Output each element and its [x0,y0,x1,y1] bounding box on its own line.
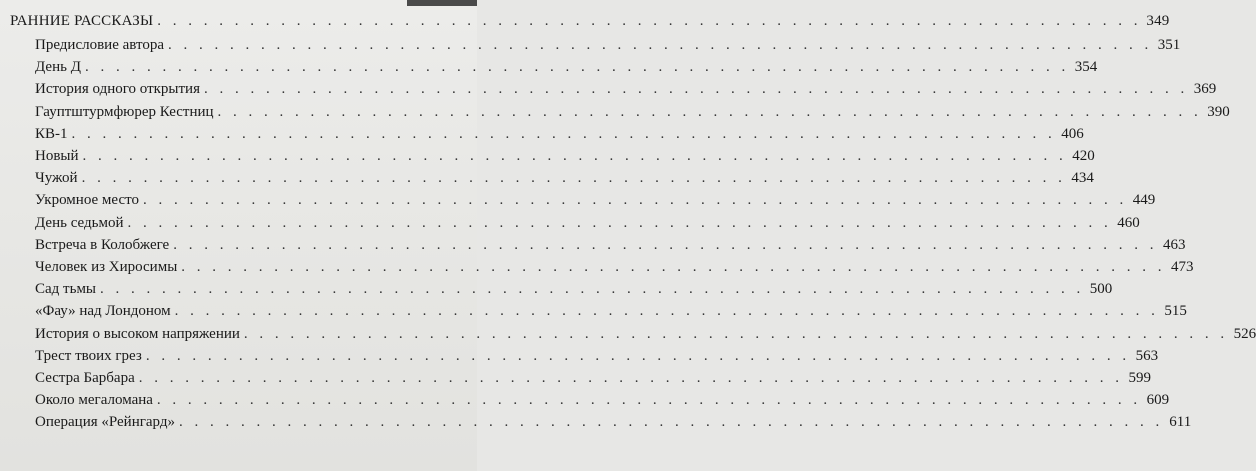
toc-entry-title: Предисловие автора [35,37,164,53]
toc-entry-page: 563 [1135,347,1159,364]
toc-entry-title: Новый [35,148,79,164]
toc-entry-page: 515 [1164,303,1187,320]
toc-entry-page: 609 [1146,392,1170,409]
toc-entry [35,254,1194,276]
toc-leader: . . . . . . . . . . . . . . . . . . . . . . . . . . . . . . . . . . . . . . . . . . . . . . . . . . . . . . . . . . . . . . . . [156,392,1142,409]
toc-leader: . . . . . . . . . . . . . . . . . . . . . . . . . . . . . . . . . . . . . . . . . . . . . . . . . . . . . . . . . . . . . . . . [127,214,1112,231]
toc-entry-title: История одного открытия [35,81,200,98]
toc-leader: . . . . . . . . . . . . . . . . . . . . . . . . . . . . . . . . . . . . . . . . . . . . . . . . . . . . . . . . . . . . . . . . [100,281,1085,298]
toc-entry [35,343,1159,365]
toc-entry-title: День седьмой [35,214,124,231]
toc-entry-page: 463 [1162,236,1186,253]
toc-entry-page: 390 [1207,103,1230,120]
toc-entry [35,165,1094,187]
toc-entry-title: «Фау» над Лондоном [35,303,171,320]
toc-entry-page: 500 [1089,281,1113,298]
toc-entry-page: 434 [1071,170,1094,187]
toc-entry-title: Человек из Хиросимы [35,259,178,275]
toc-entry-page: 406 [1061,125,1084,142]
toc-leader: . . . . . . . . . . . . . . . . . . . . . . . . . . . . . . . . . . . . . . . . . . . . . . . . . . . . . . . . . . . . . . . . [168,37,1153,53]
toc-entry-title: Около мегаломана [35,392,153,409]
toc-leader: . . . . . . . . . . . . . . . . . . . . . . . . . . . . . . . . . . . . . . . . . . . . . . . . . . . . . . . . . . . . . . . . [181,259,1166,275]
toc-leader: . . . . . . . . . . . . . . . . . . . . . . . . . . . . . . . . . . . . . . . . . . . . . . . . . . . . . . . . . . . . . . . . [142,192,1128,209]
toc-entry-page: 473 [1171,259,1194,275]
toc-entry-title: Трест твоих грез [35,347,142,364]
toc-leader: . . . . . . . . . . . . . . . . . . . . . . . . . . . . . . . . . . . . . . . . . . . . . . . . . . . . . . . . . . . . . . . . [138,370,1123,386]
toc-entry-page: 351 [1157,37,1181,53]
toc-entry-page: 460 [1117,214,1140,231]
toc-entry [35,187,1156,209]
toc-entry [35,365,1151,387]
toc-entry-page: 449 [1132,192,1156,209]
toc-leader: . . . . . . . . . . . . . . . . . . . . . . . . . . . . . . . . . . . . . . . . . . . . . . . . . . . . . . . . . . . . . . . . [174,303,1159,320]
toc-entry [35,76,1217,98]
toc-entry [35,409,1192,431]
toc-entry-title: История о высоком напряжении [35,325,240,342]
toc-entry-title: Операция «Рейнгард» [35,414,175,431]
toc-leader: . . . . . . . . . . . . . . . . . . . . . . . . . . . . . . . . . . . . . . . . . . . . . . . . . . . . . . . . . . . . . . . . [243,325,1229,342]
toc-entry-title: Сад тьмы [35,281,97,298]
toc-entry-title: День Д [35,59,81,76]
toc-entry [35,143,1095,165]
toc-leader: . . . . . . . . . . . . . . . . . . . . . . . . . . . . . . . . . . . . . . . . . . . . . . . . . . . . . . . . . . . . . . . . [82,148,1067,164]
toc-entry-title: Встреча в Колобжеге [35,236,170,253]
toc-leader: . . . . . . . . . . . . . . . . . . . . . . . . . . . . . . . . . . . . . . . . . . . . . . . . . . . . . . . . . . . . . . . . [71,125,1056,142]
page-corner-mark [407,0,477,6]
toc-leader: . . . . . . . . . . . . . . . . . . . . . . . . . . . . . . . . . . . . . . . . . . . . . . . . . . . . . . . . . . . . . . . . [145,347,1131,364]
toc-entry [35,276,1113,298]
toc-leader: . . . . . . . . . . . . . . . . . . . . . . . . . . . . . . . . . . . . . . . . . . . . . . . . . . . . . . . . . . . . . . . . [217,103,1202,120]
toc-entry-page: 599 [1128,370,1151,386]
toc-entry-title: КВ-1 [35,125,68,142]
toc-leader: . . . . . . . . . . . . . . . . . . . . . . . . . . . . . . . . . . . . . . . . . . . . . . . . . . . . . . . . . . . . . . . . [84,59,1070,76]
toc-entry-page: 369 [1193,81,1217,98]
toc-entry [35,32,1181,54]
toc-section-heading [10,8,1170,30]
toc-entry-page: 526 [1233,325,1256,342]
toc-entry [35,298,1187,320]
toc-entry-title: Укромное место [35,192,139,209]
toc-entry [35,54,1098,76]
toc-entry-page: 611 [1169,414,1192,431]
toc-leader: . . . . . . . . . . . . . . . . . . . . . . . . . . . . . . . . . . . . . . . . . . . . . . . . . . . . . . . . . . . . . . . . [81,170,1066,187]
toc-section-page: 349 [1146,13,1170,29]
toc-entry-title: Сестра Барбара [35,370,135,386]
toc-entry-title: Гауптштурмфюрер Кестниц [35,103,214,120]
toc-leader: . . . . . . . . . . . . . . . . . . . . . . . . . . . . . . . . . . . . . . . . . . . . . . . . . . . . . . . . . . . . . . . . [157,13,1142,29]
toc-entry [35,121,1084,143]
toc-entry [35,387,1170,409]
toc-entry [35,99,1230,121]
toc-entry-page: 420 [1072,148,1095,164]
toc-entry [35,210,1140,232]
toc-entry [35,321,1256,343]
toc-entry-title: Чужой [35,170,78,187]
toc-leader: . . . . . . . . . . . . . . . . . . . . . . . . . . . . . . . . . . . . . . . . . . . . . . . . . . . . . . . . . . . . . . . . [178,414,1164,431]
toc-entry [35,232,1186,254]
toc-entry-page: 354 [1074,59,1098,76]
toc-leader: . . . . . . . . . . . . . . . . . . . . . . . . . . . . . . . . . . . . . . . . . . . . . . . . . . . . . . . . . . . . . . . . [204,81,1189,98]
toc-leader: . . . . . . . . . . . . . . . . . . . . . . . . . . . . . . . . . . . . . . . . . . . . . . . . . . . . . . . . . . . . . . . . [173,236,1158,253]
toc-section-title: РАННИЕ РАССКАЗЫ [10,13,154,29]
